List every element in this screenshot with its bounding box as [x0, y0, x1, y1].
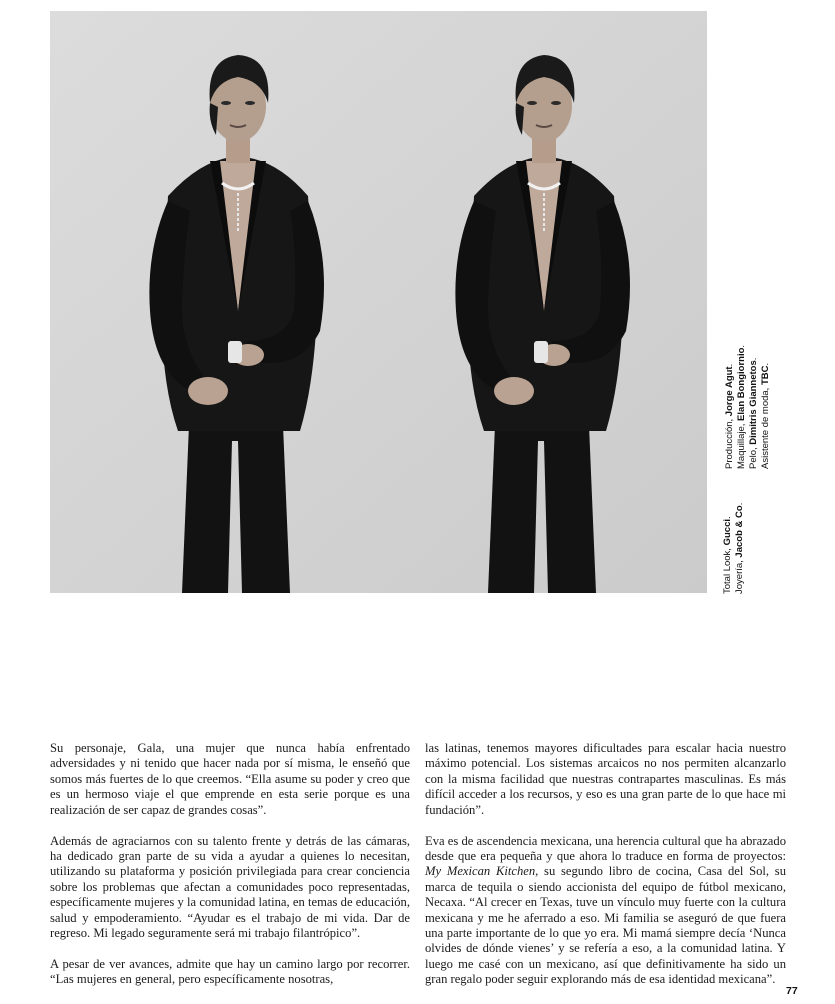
credit-name: Dimitris Giannetos	[748, 360, 759, 445]
credit-name: Jorge Agut	[724, 366, 735, 417]
credit-role: Joyería,	[734, 557, 745, 594]
credit-suffix: .	[760, 362, 771, 366]
article-paragraph: A pesar de ver avances, admite que hay un camino largo por recorrer. “Las mujeres en general, pero específicamente nosotras,	[50, 957, 410, 987]
photo-credits-styling	[722, 503, 746, 594]
credit-name: Gucci	[722, 519, 733, 546]
credit-name: TBC	[760, 365, 771, 386]
credit-suffix: .	[734, 502, 745, 506]
page-number: 77	[786, 985, 798, 997]
credit-role: Pelo,	[748, 444, 759, 469]
photo-credits-team	[724, 345, 772, 469]
article-paragraph: Su personaje, Gala, una mujer que nunca había enfrentado adversidades y ni tenido que hacer nada por sí misma, le enseñó que somos más fuertes de lo que creemos. “Ella asume su poder y creo que es un hermoso viaje el que emprende en esta serie porque es una realización de ser capaz de grandes cosas”.	[50, 741, 410, 817]
book-title: My Mexican Kitchen	[425, 864, 536, 879]
credit-suffix: .	[748, 357, 759, 361]
portrait-photo-diptych	[50, 11, 707, 593]
paragraph-text: , su segundo libro de cocina, Casa del Sol, su marca de tequila o siendo accionista del equipo de fútbol mexicano, Necaxa. “Al crecer en Texas, tuve un vínculo muy fuerte con la cultura mexicana y me he aferrado a eso. Mi familia se aseguró de que fuera una parte importante de lo que yo era. Mi mamá siempre decía ‘Nunca olvides de dónde vienes’ y se refería a eso, a la comunidad latina. Y luego me casé con un mexicano, así que definitivamente ha sido un gran regalo poder seguir explorando más de esa identidad mexicana”.	[425, 864, 787, 987]
article-paragraph	[425, 834, 786, 988]
article-paragraph: las latinas, tenemos mayores dificultades para escalar hacia nuestro máximo potencial. Los sistemas arcaicos no nos permiten alcanzarlo con la misma facilidad que nuestras contrapartes masculinas. Es más difícil acceder a los recursos, y eso es una gran parte de lo que hace mi fundación”.	[425, 741, 786, 817]
credit-role: Maquillaje,	[736, 420, 747, 469]
credit-role: Asistente de moda,	[760, 385, 771, 469]
credit-suffix: .	[722, 516, 733, 519]
article-column-right	[425, 741, 786, 1003]
article-paragraph: Además de agraciarnos con su talento frente y detrás de las cámaras, ha dedicado gran parte de su vida a ayudar a quienes lo necesitan, utilizando su plataforma y posición privilegiada para crear conciencia sobre los problemas que afectan a comunidades poco representadas, específicamente mujeres y la comunidad latina, en temas de educación, salud y empoderamiento. “Ayudar es el trabajo de mi vida. Dar de regreso. Mi legado seguramente será mi trabajo filantrópico”.	[50, 833, 410, 941]
credit-suffix: .	[736, 344, 747, 348]
credit-role: Producción,	[724, 416, 735, 469]
credit-name: Jacob & Co	[734, 505, 745, 558]
paragraph-text: Eva es de ascendencia mexicana, una herencia cultural que ha abrazado desde que era pequeña y que ahora lo traduce en forma de proyectos:	[425, 833, 786, 864]
portrait-photo	[50, 11, 707, 593]
article-column-left	[50, 741, 410, 1003]
credit-suffix: .	[724, 363, 735, 367]
credit-name: Elan Bongiornio	[736, 347, 747, 421]
credit-role: Total Look,	[722, 545, 733, 594]
